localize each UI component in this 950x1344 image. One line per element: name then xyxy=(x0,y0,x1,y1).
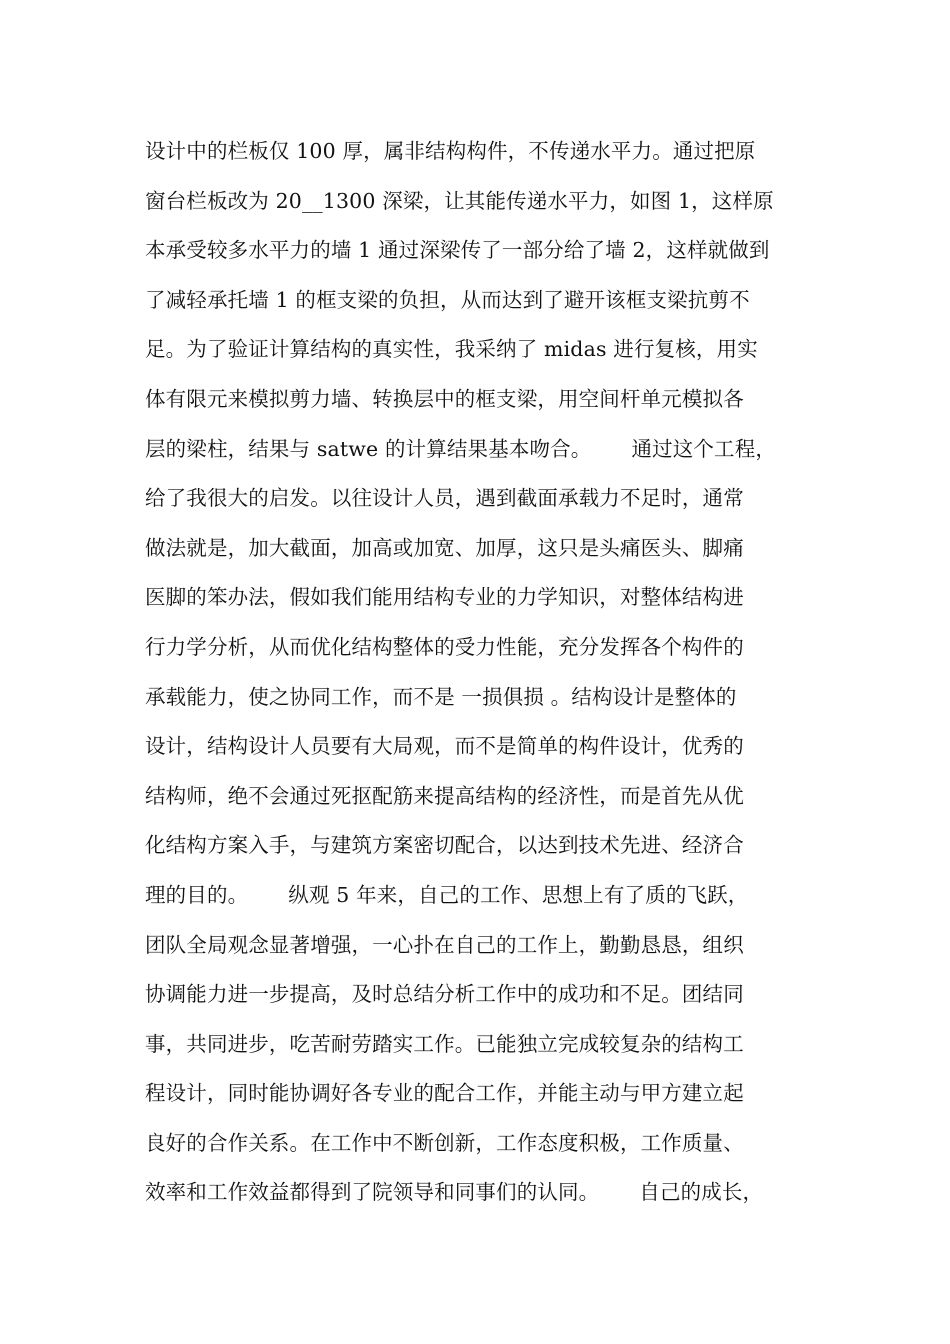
body-text xyxy=(145,127,835,1218)
text-line: 结构师，绝不会通过死抠配筋来提高结构的经济性，而是首先从优 xyxy=(145,783,744,808)
text-line: 事，共同进步，吃苦耐劳踏实工作。已能独立完成较复杂的结构工 xyxy=(145,1031,744,1056)
text-line: 足。为了验证计算结构的真实性，我采纳了 midas 进行复核，用实 xyxy=(145,337,758,362)
text-line: 设计中的栏板仅 100 厚，属非结构构件，不传递水平力。通过把原 xyxy=(145,139,756,163)
text-line: 效率和工作效益都得到了院领导和同事们的认同。 自己的成长， xyxy=(145,1180,764,1205)
text-line: 医脚的笨办法，假如我们能用结构专业的力学知识，对整体结构进 xyxy=(145,585,744,610)
text-line: 设计，结构设计人员要有大局观，而不是简单的构件设计，优秀的 xyxy=(145,734,744,759)
text-line: 窗台栏板改为 20__1300 深梁，让其能传递水平力，如图 1，这样原 xyxy=(145,188,774,213)
text-line: 良好的合作关系。在工作中不断创新，工作态度积极，工作质量、 xyxy=(145,1130,744,1155)
text-line: 理的目的。 纵观 5 年来，自己的工作、思想上有了质的飞跃， xyxy=(145,882,749,907)
text-line: 给了我很大的启发。以往设计人员，遇到截面承载力不足时，通常 xyxy=(145,486,744,511)
text-line: 承载能力，使之协同工作，而不是 一损俱损 。结构设计是整体的 xyxy=(145,684,737,709)
text-line: 层的梁柱，结果与 satwe 的计算结果基本吻合。 通过这个工程， xyxy=(145,436,776,461)
text-line: 本承受较多水平力的墙 1 通过深梁传了一部分给了墙 2，这样就做到 xyxy=(145,238,770,263)
text-line: 做法就是，加大截面，加高或加宽、加厚，这只是头痛医头、脚痛 xyxy=(145,535,744,560)
text-line: 体有限元来模拟剪力墙、转换层中的框支梁，用空间杆单元模拟各 xyxy=(145,386,744,411)
text-line: 行力学分析，从而优化结构整体的受力性能，充分发挥各个构件的 xyxy=(145,634,744,659)
text-line: 了减轻承托墙 1 的框支梁的负担，从而达到了避开该框支梁抗剪不 xyxy=(145,287,750,312)
text-line: 团队全局观念显著增强，一心扑在自己的工作上，勤勤恳恳，组织 xyxy=(145,932,744,957)
text-line: 化结构方案入手，与建筑方案密切配合，以达到技术先进、经济合 xyxy=(145,833,744,858)
text-line: 协调能力进一步提高，及时总结分析工作中的成功和不足。团结同 xyxy=(145,982,744,1007)
text-line: 程设计，同时能协调好各专业的配合工作，并能主动与甲方建立起 xyxy=(145,1081,744,1106)
